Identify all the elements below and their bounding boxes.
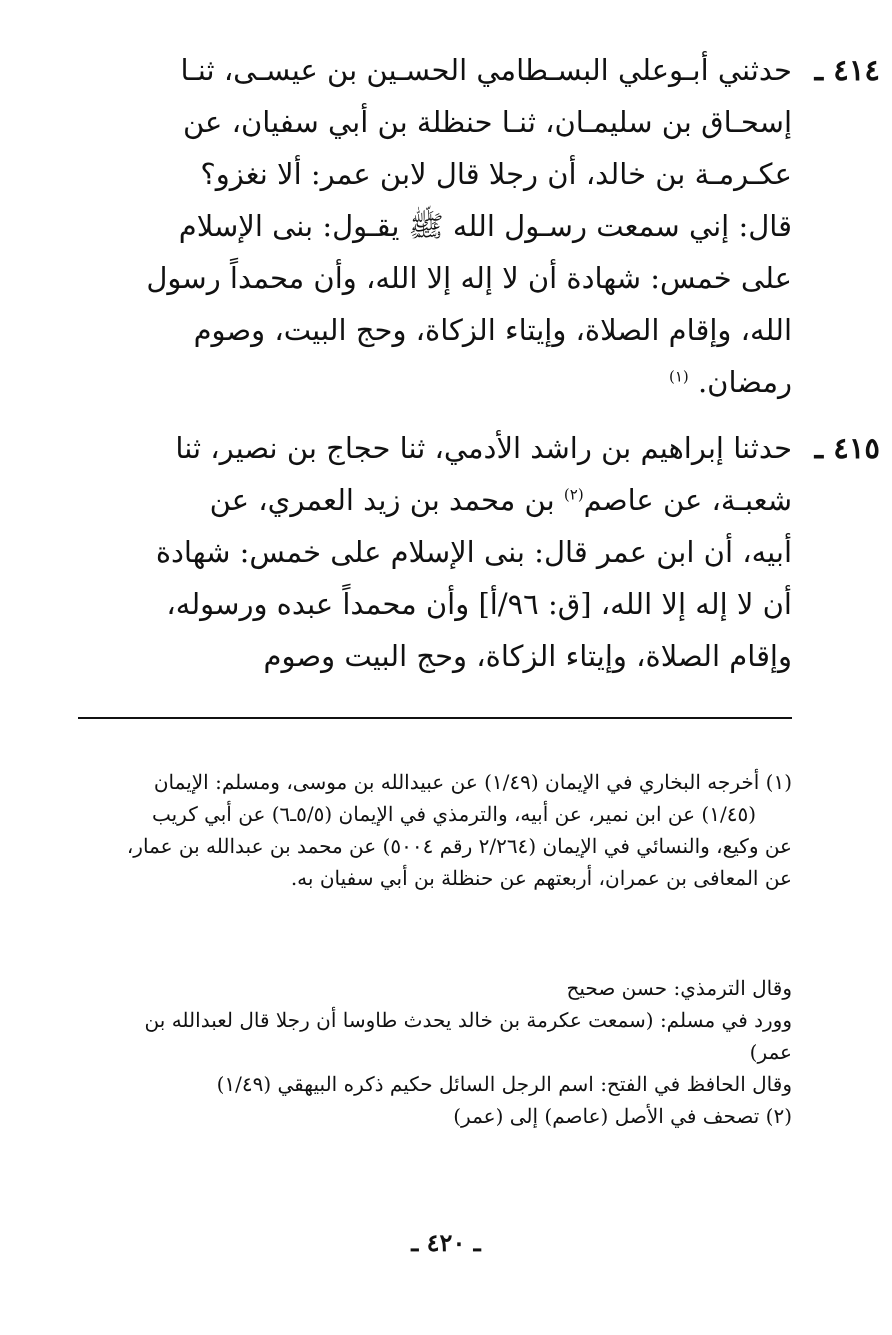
- entry-line: حدثنا إبراهيم بن راشد الأدمي، ثنا حجاج بن نصير، ثنا: [175, 431, 792, 465]
- entry-line-text: بن محمد بن زيد العمري، عن: [209, 483, 555, 517]
- footnote-line: (١) أخرجه البخاري في الإيمان (١/٤٩) عن عبيدالله بن موسى، ومسلم: الإيمان: [153, 770, 792, 794]
- footnote-ref: (١): [668, 367, 689, 386]
- entry-line-last: [72, 356, 792, 408]
- entry-line: عكـرمـة بن خالد، أن رجلا قال لابن عمر: ألا نغزو؟: [200, 157, 792, 191]
- entry-number: ٤١٤ ـ: [814, 53, 880, 87]
- page-number: ـ ٤٢٠ ـ: [411, 1228, 481, 1257]
- entry-line: على خمس: شهادة أن لا إله إلا الله، وأن محمداً رسول: [146, 261, 792, 295]
- entry-line: قال: إني سمعت رسـول الله ﷺ يقـول: بنى الإسلام: [178, 209, 792, 243]
- footnote-line: عن المعافى بن عمران، أربعتهم عن حنظلة بن أبي سفيان به.: [290, 866, 792, 890]
- footnote-line: عن وكيع، والنسائي في الإيمان (٢/٢٦٤ رقم ٥٠٠٤) عن محمد بن عبدالله بن عمار،: [126, 834, 792, 858]
- entry-line-text: رمضان.: [697, 365, 792, 399]
- footnote-2: (٢) تصحف في الأصل (عاصم) إلى (عمر): [453, 1104, 792, 1128]
- footnote-line: (١/٤٥) عن ابن نمير، عن أبيه، والترمذي في الإيمان (٥/٥ـ٦) عن أبي كريب: [151, 802, 756, 826]
- entry-line: إسحـاق بن سليمـان، ثنـا حنظلة بن أبي سفيان، عن: [182, 105, 792, 139]
- footnote-line: وورد في مسلم: (سمعت عكرمة بن خالد يحدث طاوسا أن رجلا قال لعبدالله بن: [144, 1008, 792, 1032]
- entry-line: أن لا إله إلا الله، [ق: ٩٦/أ] وأن محمداً عبده ورسوله،: [166, 587, 792, 621]
- entry-line-with-ref: [72, 474, 792, 526]
- footnote-line: عمر): [749, 1040, 792, 1064]
- hadith-entry-414: [72, 44, 880, 408]
- entry-line: وإقام الصلاة، وإيتاء الزكاة، وحج البيت وصوم: [263, 639, 792, 673]
- entry-line: حدثني أبـوعلي البسـطامي الحسـين بن عيسـى، ثنـا: [180, 53, 792, 87]
- entry-line: أبيه، أن ابن عمر قال: بنى الإسلام على خمس: شهادة: [155, 535, 792, 569]
- hadith-entry-415: [72, 422, 880, 682]
- entry-number: ٤١٥ ـ: [814, 431, 880, 465]
- entry-line: الله، وإقام الصلاة، وإيتاء الزكاة، وحج البيت، وصوم: [193, 313, 792, 347]
- footnote-divider: [78, 717, 792, 719]
- footnote-ref: (٢): [563, 485, 584, 504]
- footnote-1: [77, 766, 792, 894]
- entry-line-text: شعبـة، عن عاصم: [583, 483, 792, 517]
- footnote-line: وقال الحافظ في الفتح: اسم الرجل السائل حكيم ذكره البيهقي (١/٤٩): [216, 1072, 792, 1096]
- footnote-line: وقال الترمذي: حسن صحيح: [566, 976, 792, 1000]
- footnote-notes: [77, 972, 792, 1132]
